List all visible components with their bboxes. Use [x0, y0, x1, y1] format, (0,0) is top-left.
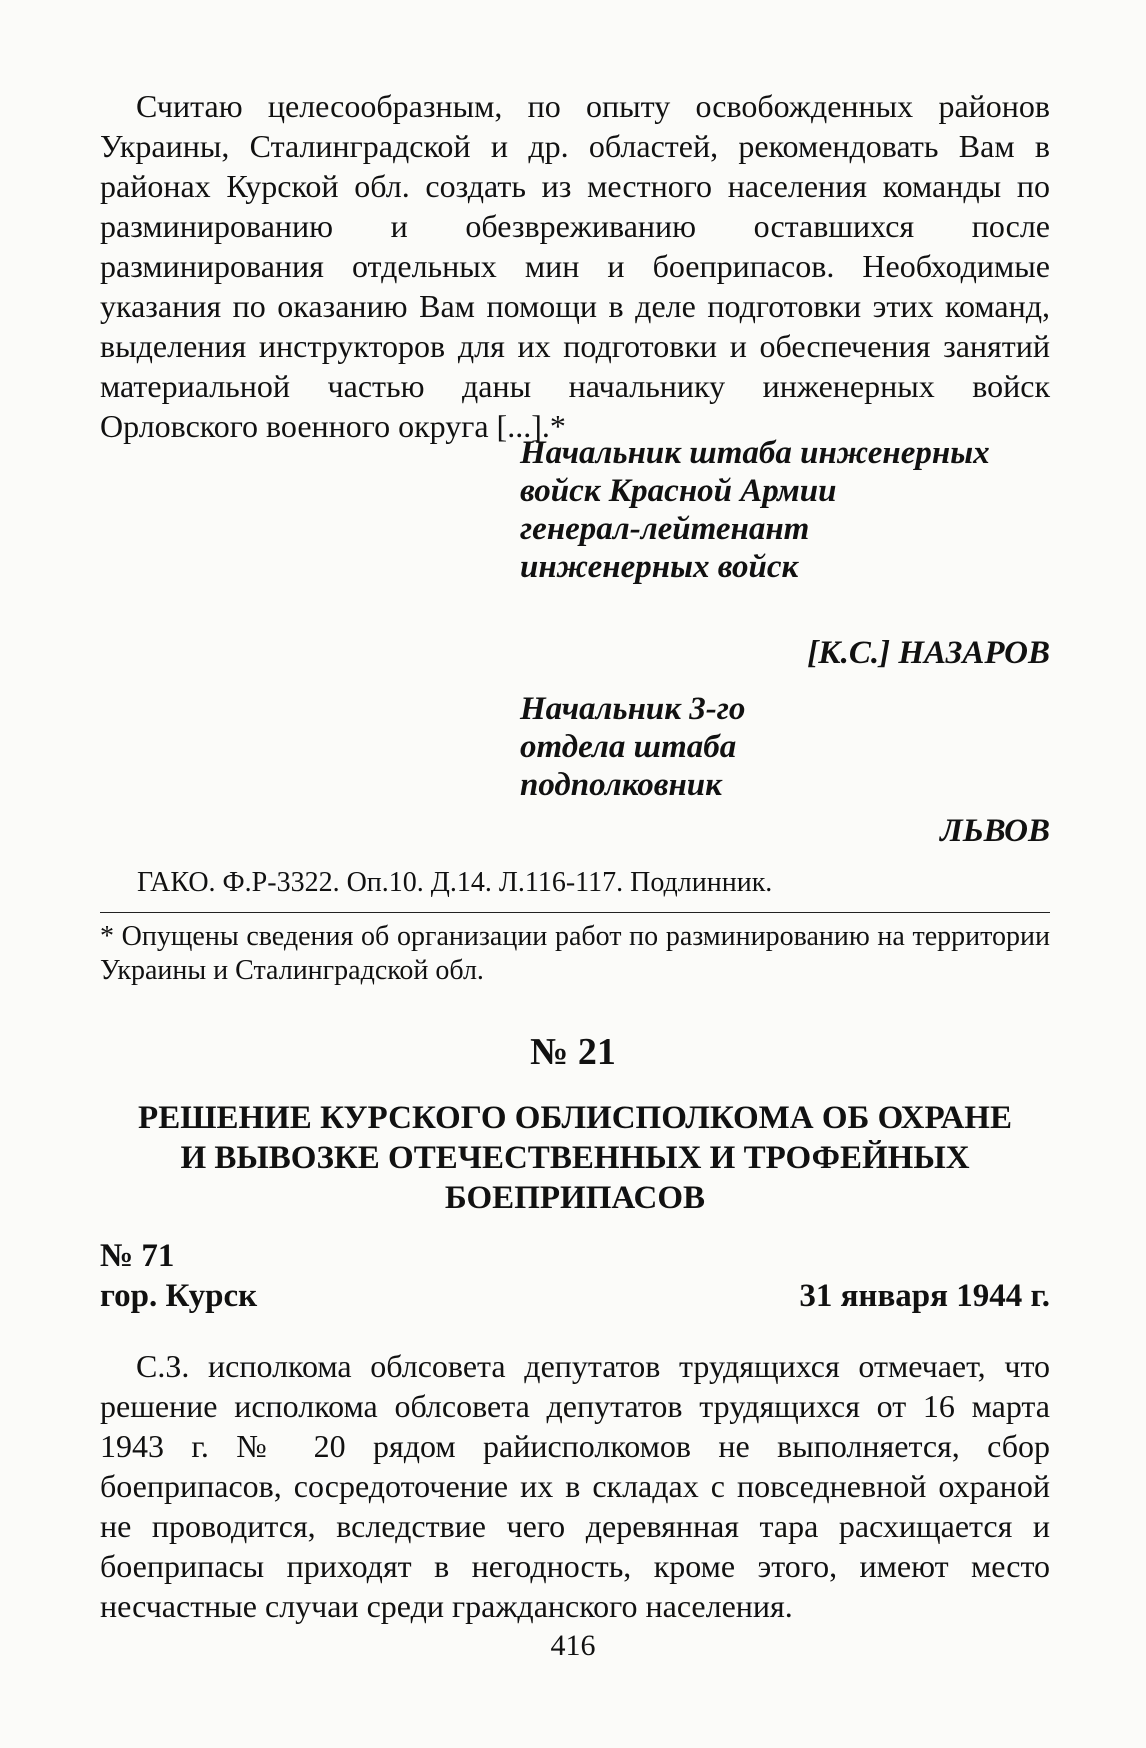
- document-title: [100, 1098, 1050, 1218]
- signature-2-title-line: подполковник: [520, 767, 722, 803]
- signature-1-title-line: Начальник штаба инженерных: [520, 435, 990, 471]
- signature-block-2: [520, 690, 1050, 804]
- document-title-line: РЕШЕНИЕ КУРСКОГО ОБЛИСПОЛКОМА ОБ ОХРАНЕ: [138, 1100, 1012, 1136]
- page-number: 416: [550, 1629, 596, 1662]
- signature-1-title-line: генерал-лейтенант: [520, 511, 810, 547]
- signature-1-name: [К.С.] НАЗАРОВ: [807, 635, 1050, 671]
- decision-date: 31 января 1944 г.: [799, 1278, 1050, 1314]
- decision-number-row: [100, 1236, 1050, 1276]
- document-number: № 21: [530, 1031, 616, 1073]
- document-title-line: БОЕПРИПАСОВ: [444, 1180, 706, 1216]
- letter-paragraph: Считаю целесообразным, по опыту освобожденных районов Украины, Сталинградской и др. областей, рекомендовать Вам в районах Курской обл. создать из местного населения команды по разминированию и обезвреживанию оставшихся после разминирования отдельных мин и боеприпасов. Необходимые указания по оказанию Вам помощи в деле подготовки этих команд, выделения инструкторов для их подготовки и обеспечения занятий материальной частью даны начальнику инженерных войск Орловского военного округа [...].*: [100, 88, 1050, 444]
- signature-2-name: ЛЬВОВ: [940, 813, 1050, 849]
- signature-block-1: [520, 434, 1050, 586]
- decision-number: № 71: [100, 1238, 175, 1274]
- archive-reference: ГАКО. Ф.Р-3322. Оп.10. Д.14. Л.116-117. Подлинник.: [137, 867, 773, 898]
- decision-place: гор. Курск: [100, 1278, 258, 1314]
- decision-body: С.З. исполкома облсовета депутатов трудящихся отмечает, что решение исполкома облсовета депутатов трудящихся от 16 марта 1943 г. № 20 рядом райисполкомов не выполняется, сбор боеприпасов, сосредоточение их в складах с повседневной охраной не проводится, вследствие чего деревянная тара расхищается и боеприпасы приходят в негодность, кроме этого, имеют место несчастные случаи среди гражданского населения.: [100, 1348, 1050, 1624]
- footnote-divider: [100, 912, 1050, 913]
- signature-2-title-line: Начальник 3-го: [520, 691, 746, 727]
- signature-2-title-line: отдела штаба: [520, 729, 737, 765]
- document-title-line: И ВЫВОЗКЕ ОТЕЧЕСТВЕННЫХ И ТРОФЕЙНЫХ: [180, 1140, 970, 1176]
- place-date-row: [100, 1276, 1050, 1316]
- footnote: * Опущены сведения об организации работ по разминированию на территории Украины и Сталинградской обл.: [100, 921, 1050, 986]
- signature-1-title-line: инженерных войск: [520, 549, 799, 585]
- signature-1-title-line: войск Красной Армии: [520, 473, 837, 509]
